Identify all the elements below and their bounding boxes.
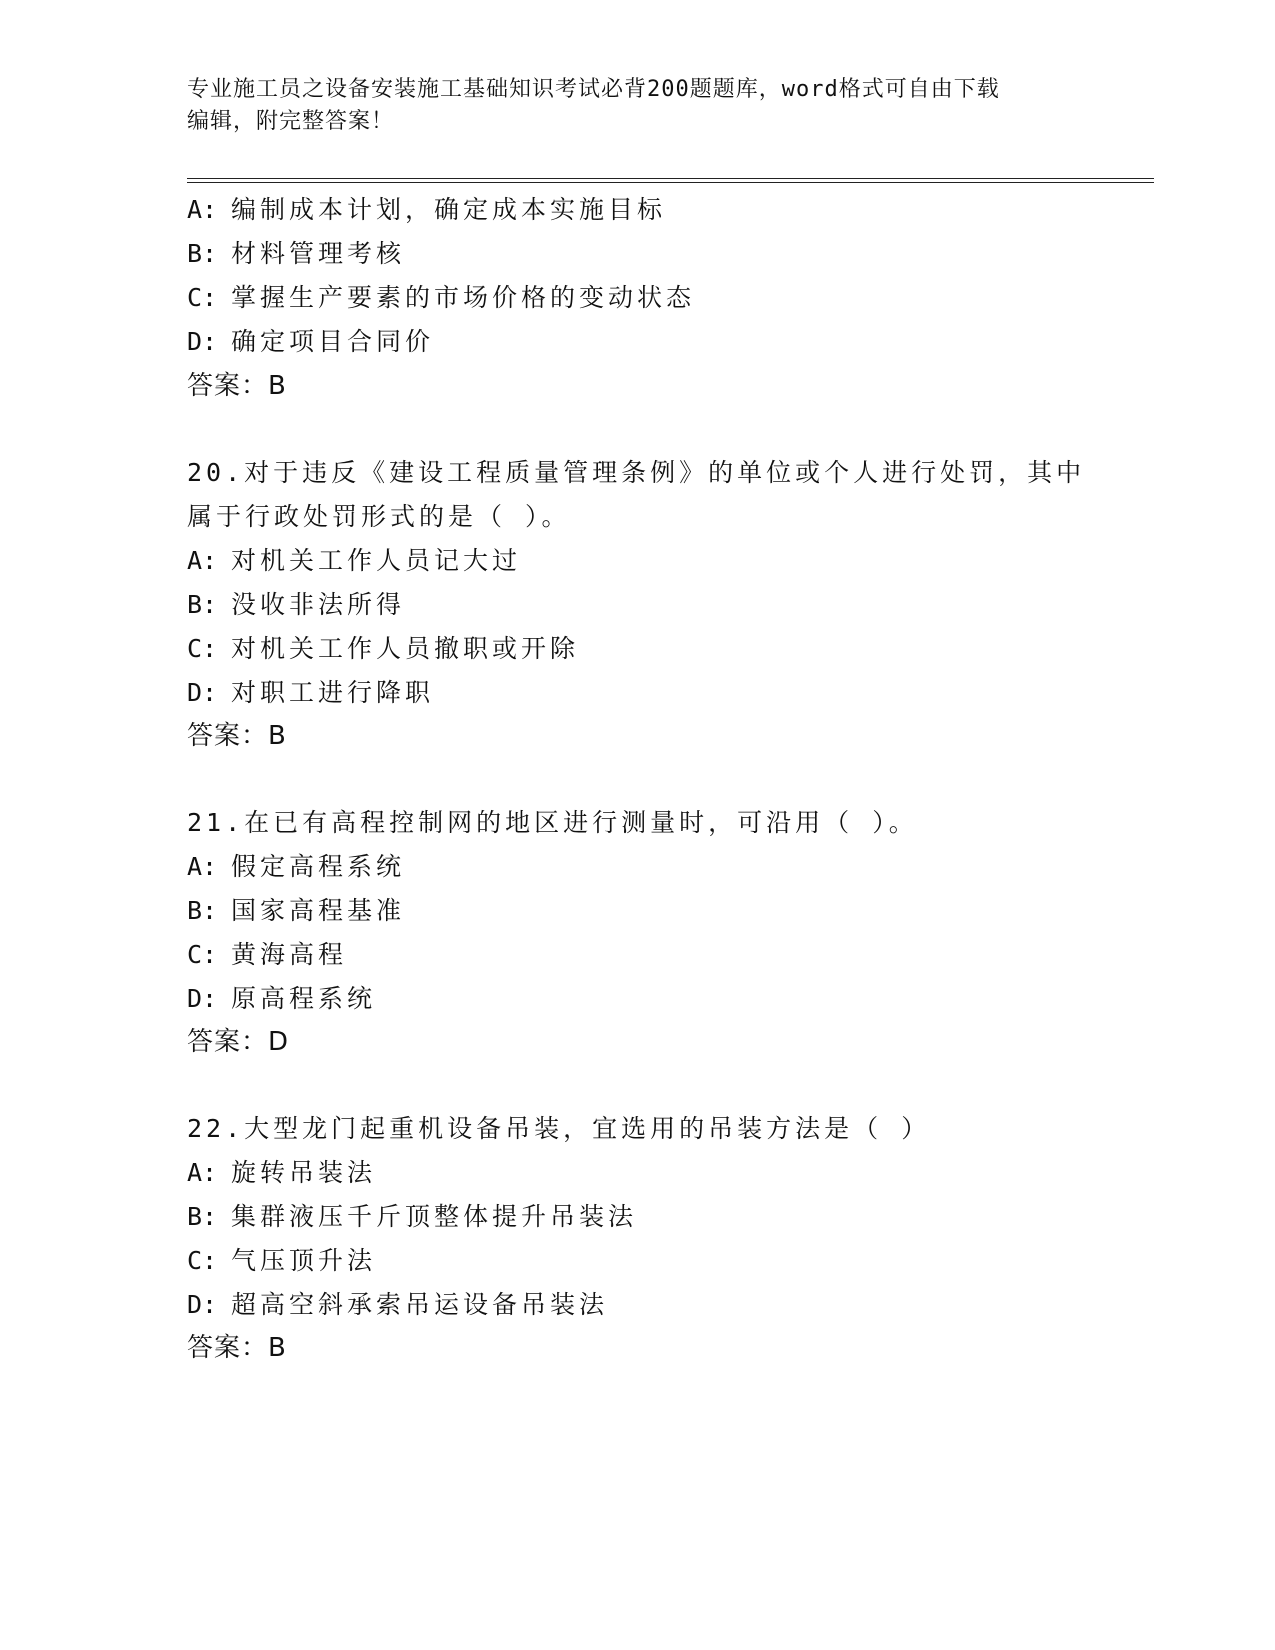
q21-option-c: C: 黄海高程 [187,940,348,969]
q21-option-d: D: 原高程系统 [187,984,377,1013]
q22-option-c: C: 气压顶升法 [187,1246,377,1275]
q20-stem-line-2: 属于行政处罚形式的是（ ）。 [187,502,571,531]
q20-stem-line-1: 20.对于违反《建设工程质量管理条例》的单位或个人进行处罚，其中 [187,458,1086,487]
header-line-2: 编辑，附完整答案！ [187,109,395,134]
q21-option-a: A: 假定高程系统 [187,852,406,881]
q22-answer: 答案：B [187,1333,287,1363]
q21-stem-line-1: 21.在已有高程控制网的地区进行测量时，可沿用（ ）。 [187,808,918,837]
q21-answer: 答案：D [187,1027,290,1057]
q20-option-b: B: 没收非法所得 [187,590,406,619]
header-divider-bottom [187,182,1154,183]
q22-option-d: D: 超高空斜承索吊运设备吊装法 [187,1290,609,1319]
q22-stem-line-1: 22.大型龙门起重机设备吊装，宜选用的吊装方法是（ ） [187,1114,931,1143]
header-divider-top [187,178,1154,179]
q20-option-d: D: 对职工进行降职 [187,678,435,707]
q20-answer: 答案：B [187,721,287,751]
header-line-1: 专业施工员之设备安装施工基础知识考试必背200题题库，word格式可自由下载 [187,77,1000,102]
q20-option-a: A: 对机关工作人员记大过 [187,546,522,575]
q19-option-d: D: 确定项目合同价 [187,327,435,356]
q20-option-c: C: 对机关工作人员撤职或开除 [187,634,580,663]
q21-option-b: B: 国家高程基准 [187,896,406,925]
q19-option-c: C: 掌握生产要素的市场价格的变动状态 [187,283,696,312]
document-header [187,74,1067,138]
q19-option-a: A: 编制成本计划，确定成本实施目标 [187,195,667,224]
q22-option-a: A: 旋转吊装法 [187,1158,377,1187]
q22-option-b: B: 集群液压千斤顶整体提升吊装法 [187,1202,638,1231]
q19-option-b: B: 材料管理考核 [187,239,406,268]
q19-answer: 答案：B [187,371,287,401]
